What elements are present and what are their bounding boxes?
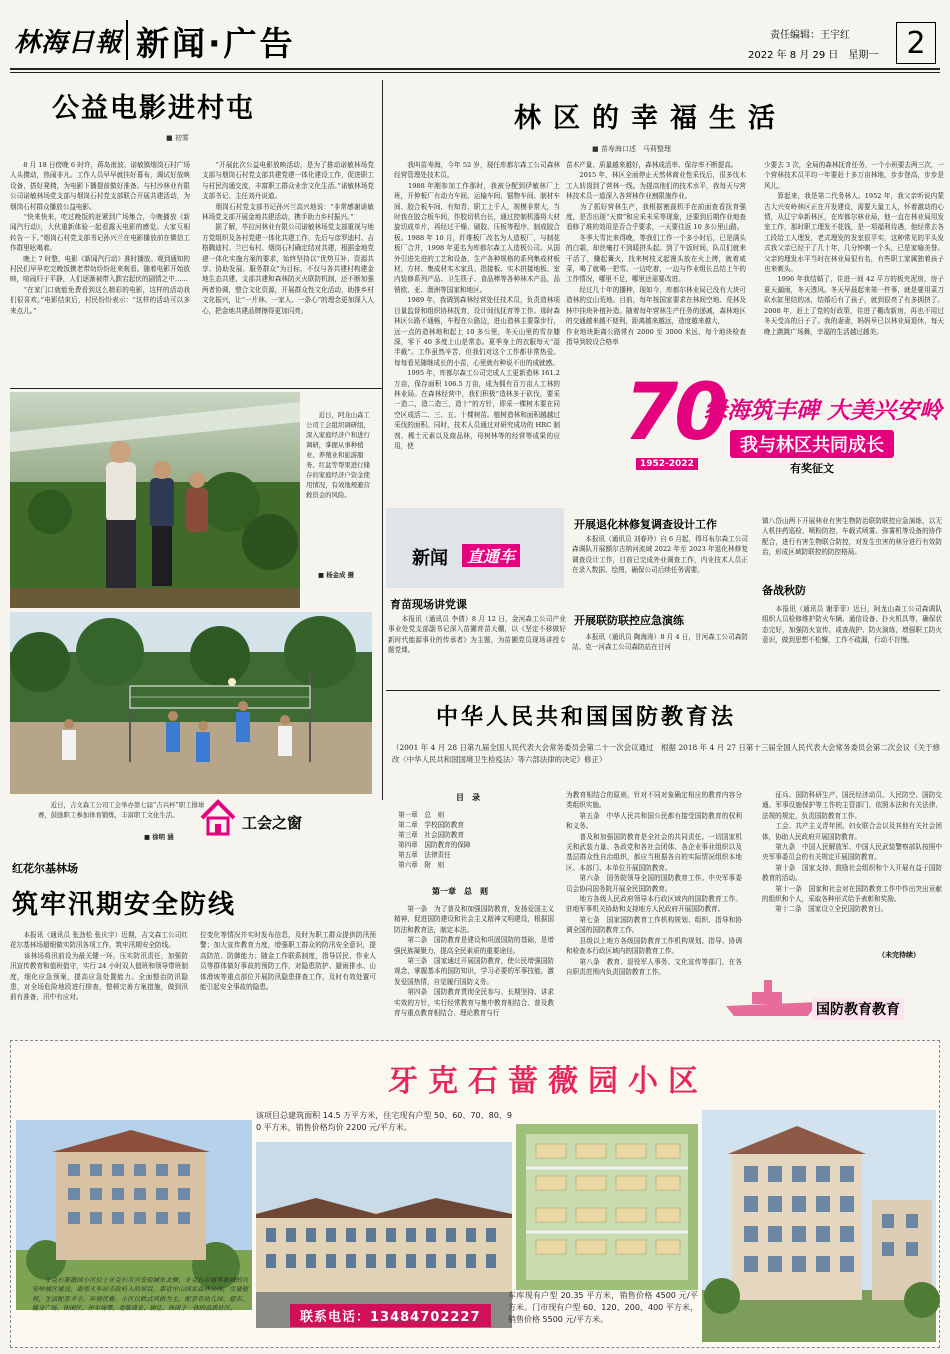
section-rule: [10, 388, 382, 389]
banner-tag: 有奖征文: [790, 462, 834, 475]
warship-icon: [722, 972, 822, 1022]
article-column: 本报讯（通讯员 张劲松 张庆宇）近期，吉文森工公司红花尔基林场超细做实防汛各项工作，筑牢汛期安全防线。 该林场将汛前设为最关键一环，压实防汛责任，加强防汛宣传教育和值班值守，实行 24 小时双人值班和领导带班制度，细化应急预案，提高应急处置能力。全面整治防汛隐患，对全场危险地段进行排查，整顿完善方案措施，做到汛前有准备，汛中有应对。: [10, 931, 188, 1002]
photo-volleyball-image: [10, 612, 372, 794]
news-item-body: 本报讯（通讯员 刘春玲）自 6 月起，得耳布尔森工公司森调队开展额尔古纳河流域 2022 年至 2023 年退化林修复调查设计工作，目前已完成外业调查工作，内业技术人员正在录入数据、绘图，确保公司后续任务需要。: [572, 535, 748, 575]
law-intro: （2001 年 4 月 28 日第九届全国人民代表大会常务委员会第二十一次会议通过 根据 2018 年 4 月 27 日第十三届全国人民代表大会常务委员会第二次会议《关于修改〈中华人民共和国国境卫生检疫法〉等六部法律的决定》修正）: [392, 743, 940, 764]
ad-title: 牙克石蔷薇园小区: [388, 1064, 708, 1099]
photo-volleyball: [10, 612, 372, 794]
toc-item: 第二章 学校国防教育: [398, 821, 464, 829]
anniversary-banner: [616, 370, 946, 510]
masthead-logo: 林海日報: [14, 28, 123, 58]
photo-caption: 近日，吉文森工公司工会举办第七届“吉兴杯”职工排球赛，鼓励职工参加体育锻炼，丰富职工文化生活。: [38, 801, 205, 819]
toc-list: [398, 810, 548, 880]
union-window-tag: [196, 796, 336, 840]
masthead: [0, 0, 950, 78]
ad-info: 车库现有户型 20.35 平方米，销售价格 4500 元/平方米。门市现有户型 60、120、200、400 平方米，销售价格 5500 元/平方米。: [508, 1291, 698, 1324]
news-item-title: 开展退化林修复调查设计工作: [574, 518, 717, 531]
law-title: 中华人民共和国国防教育法: [436, 705, 737, 730]
news-item-body: 本报讯（通讯员 谢菲菲）近日，阿龙山森工公司森调队组织人员检修维护防火车辆、通信设备、扑火机具等，确保状态完好，加强防火宣传，成查战护、防火演练，增强职工防火意识，做到思想不松懈，工作不疏漏，行动不盲慢。: [762, 605, 942, 645]
column-rule: [382, 80, 383, 800]
article-column: 8 月 18 日傍晚 6 时许，蒋岛南波、诺敏镇烟岗石村广场人头攒动，热闹非凡。工作人员早早就挂好幕布，调试好放映设备，搭好凳椅，为电影下播提前做好准备。与村沙林业有限公司诺敏林场党支部与烟岗石村党支部联合开展共建活动，为烟岗石村群众播放公益电影。 “快来快来，吃过晚饭的赶紧到广场集合，今晚播放《新闻汽行动》，大伙重新体验一起看露天电影的感觉。大家互相转告一下。”烟岗石村党支部书记孙兴兰在电影播放前在微信工作群里吆喝着。 晚上 7 时整，电影《新闻汽行动》准时播放。观到通知的村民们早早吃完晚饭携老带幼纷纷赶来观看。随着电影开始放映，喧闹归于平静，人们逐渐被带入跌宕起伏的剧情之中…… “在家门口就能免费看到这么精彩的电影，这样的活动我们很喜欢。”电影结束后，村民纷纷表示：“这样的活动可以多来点儿。”: [10, 161, 190, 315]
editor: 责任编辑：王宇红: [770, 30, 850, 41]
news-item-title: 备战秋防: [762, 584, 806, 597]
ad-street-render: [256, 1142, 512, 1328]
section-rule: [386, 690, 940, 691]
photo-credit: ■ 徐明 涵: [144, 833, 174, 841]
chapter-heading: 第一章 总 则: [432, 887, 488, 896]
law-column: 第一条 为了普及和加强国防教育，发扬爱国主义精神，促进国防建设和社会主义精神文明建设，根据国防法和教育法，制定本法。 第二条 国防教育是建设和巩固国防的基础，是增强民族凝聚力，提高全民素质的重要途径。 第三条 国家通过开展国防教育，使公民增强国防观念，掌握基本的国防知识，学习必要的军事技能，激发爱国热情，自觉履行国防义务。 第四条 国防教育贯彻全民参与、长期坚持、讲求实效的方针，实行经常教育与集中教育相结合、普及教育与重点教育相结合、理论教育与行: [394, 905, 554, 1018]
header-rule: [10, 68, 940, 70]
article-column: 位变化等情况并实时发布信息，及时为职工群众提供防汛预警；加大宣传教育力度，增强职工群众的防汛安全意识，提高防范、防御能力；随金工作联系制度，指导居民、作业人员等群体做好事故的预防工作，对隐患防护、避雨排水、山体滑坡等重点部位开展防汛隐患排查工作，及时有效处置可能引起安全事故的隐患。: [200, 931, 376, 992]
page-number: 2: [896, 22, 936, 64]
byline: ■ 初雾: [166, 134, 189, 142]
ad-phone: 联系电话：13484702227: [290, 1304, 491, 1327]
union-window-label: 工会之窗: [242, 814, 303, 832]
ad-description: 牙克石蔷薇园小区位于牙克石市兴安街城东北侧，牙克石市城零新城的兴安岭城区建设，南邻火车站市政府入的项目，靠近中山国家森林公园，交通便利，生活配套齐全，环境优雅。小区以欧式风格为主，配套有幼儿园、超市、健身广场、休闲区、停车场等，是集商业、居住、休闲于一体的品质社区。: [32, 1277, 248, 1313]
news-item-body: 本报讯（通讯员 李倩）8 月 12 日，金河森工公司产业事业处党支部副书记深入苗圃育苗大棚，以《坚定不移做好新时代能源事业的传承者》为主题，为苗圃党员现场讲授专题党课。: [388, 615, 566, 655]
article-title: 林区的幸福生活: [514, 103, 787, 134]
banner-subtitle: 我与林区共同成长: [730, 430, 894, 458]
photo-caption: 近日，阿龙山森工公司工会组织调研组，深入家庭经济户和进行调研，掌握从事种植业、养殖业和旅游服务、红盆等帮果进行储存的家庭经济户资金使用情况，有效地规避营救资金的风险。: [306, 411, 370, 499]
photo-credit: ■ 杨金成 摄: [318, 571, 355, 579]
to-be-continued: （未完待续）: [878, 951, 920, 959]
photo-greenhouse-image: [10, 392, 300, 608]
article-column: 苗木产量、质量越来越好，森林成活率、保存率不断提高。 2015 年，林区全面停止天然林商业性采伐后，很多伐木工人转岗到了营林一线。为提高他们的技术水平，我每天与营林技术员一道深入各营林作业割限施作业。 为了抓好营林生产，我根据割裁机手在前面查看抚育强度，是否出现“天窗”和应采未采等现象，还要到后期作业地查看修了堆的效用是否合乎要求，一天要往返 10 多公里山路。 冬季大雪比来得晚，等我们工作一个多小时后，已是满头的白霜，却丝毫打不到暖拼头起。到了午饭时间，队员们就来干活了，赚起篝火，找来树枝叉起馒头放在火上烤，就着咸菜，喝了就喝一把雪。一边吃着，一边与作业组长总结上午的工作情况，哪里不足，哪里还需要改进。 经过几十年的播种，现如今，库都尔林业局已没有大块可造林的宜山荒地。目前，每年按国家要求在林间空地、荒林及林中挂块补植补造。随着每年营林生产任务的递减，森林地区的交通越来越不便利，距离越来越远，造度越来越大， 作业地块距离公路常有 2000 至 3000 米远，每个地块检查指导到较设合格率: [566, 161, 746, 346]
law-column: 为教育相结合的原则，针对不同对象确定相应的教育内容分类组织实施。 第五条 中华人民共和国公民都有接受国防教育的权利和义务。 普及和加强国防教育是全社会的共同责任。一切国家机关和武装力量、各政党和各社会团体、各企业事业组织以及基层群众性自治组织，都应当根据各自的实际情况组织本地区、本部门、本单位开展国防教育。 第六条 国务院领导全国的国防教育工作。中央军事委员会协同国务院开展全民国防教育。 地方各级人民政府领导本行政区域内的国防教育工作。驻地军事机关协助和支持地方人民政府开展国防教育。 第七条 国家国防教育工作机构规划、组织、指导和协调全国的国防教育工作。 县级以上地方各级国防教育工作机构规划、指导、协调和检查本行政区域内的国防教育工作。 第八条 教育、退役军人事务、文化宣传等部门，在各自职责范围内负责国防教育工作。: [566, 791, 742, 976]
ad-street-image: [256, 1142, 512, 1328]
date: 2022 年 8 月 29 日 星期一: [748, 50, 879, 61]
news-item-title: 育苗现场讲党课: [390, 598, 467, 611]
sub-label: 红花尔基林场: [12, 862, 78, 875]
toc-title: 目 录: [456, 793, 480, 802]
banner-years: 1952-2022: [636, 458, 698, 470]
news-direct-logo-2: 直通车: [462, 544, 520, 567]
toc-item: 第六章 附 则: [398, 861, 445, 869]
byline: ■ 苗寿海口述 马莉整理: [592, 145, 671, 153]
news-item-body: 本报讯（通讯员 陶海涛）8 月 4 日，甘河森工公司森防站、克一河森工公司森防站在甘河: [572, 633, 748, 652]
defense-tag-label: 国防教育教育: [812, 998, 904, 1020]
news-direct-box: [386, 508, 566, 658]
ad-tower-image: [702, 1110, 936, 1342]
banner-title: 绿海筑丰碑 大美兴安岭: [704, 398, 943, 424]
ad-siteplan: [516, 1124, 698, 1290]
section-title: 新闻·广告: [136, 24, 296, 63]
article-column: “开展此次公益电影放映活动，是为了推动诺敏林场党支部与烟岗石村党支部共建党建一体化建设工作，促进职工与村民沟通交流，丰富职工群众业余文化生活。”诺敏林场党支部书记、主任刘丹说道。 烟岗石村党支部书记孙兴兰高兴地说：“非常感谢诺敏林场党支部开展金地共建活动，携手助力乡村振兴。” 据了解，毕拉河林业有限公司诺敏林场党支部重视与地方党组织及各村党建一体化共建工作，先后与彦罗迪村、吉格腾迪村、兰巴布村、烟岗石村确定结对共建，根据金地党建一体化实施方案的要求，始终坚持以“优势互补、资源共享、协助发展、服务群众”为目标，不仅与各共建村构建金地生态共建、支部共建和森林防灭火联防机制，还不断加强两者协调，整合文化资源，开展群众性文化活动，助推乡村文化振兴，让“一片林、一家人、一条心”的理念更加深入人心，把金地共建品牌擦得更加闪亮。: [202, 161, 374, 315]
article-title: 公益电影进村屯: [52, 93, 255, 124]
toc-item: 第三章 社会国防教育: [398, 831, 464, 839]
law-column: 征兵、国防科研生产、国民经济动员、人民防空、国防交通、军事设施保护等工作的主管部门，依照本法和有关法律、法规的规定，负责国防教育工作。 工会、共产主义青年团、妇女联合会以及其他有关社会团体，协助人民政府开展国防教育。 第九条 中国人民解放军、中国人民武装警察部队按照中央军事委员会的有关规定开展国防教育。 第十条 国家支持、鼓励社会组织和个人开展有益于国防教育的活动。 第十一条 国家和社会对在国防教育工作中作出突出贡献的组织和个人，采取各种形式给予表彰和奖励。 第十二条 国家设立全民国防教育日。: [762, 791, 942, 914]
ad-info: 该项目总建筑面积 14.5 万平方米，住宅现有户型 50、60、70、80、90 平方米，销售价格均价 2200 元/平方米。: [256, 1111, 512, 1132]
masthead-divider: [126, 20, 128, 60]
toc-item: 第一章 总 则: [398, 811, 445, 819]
news-direct-logo: 新闻: [412, 548, 448, 569]
defense-tag: [722, 972, 942, 1024]
photo-greenhouse: [10, 392, 300, 608]
toc-item: 第四章 国防教育的保障: [398, 841, 471, 849]
banner-70: 70: [624, 368, 725, 458]
news-item-body: 镇八岱山两下开展林业有害生物防治联防联控应急演练，以无人机挂药巡检、喷粉防控、车载式喷雾、弥雾机等设备的协作配合，进行有害生物联合防控，对发生虫害的林分进行有效防治，形成区域防联控的防控格局。: [762, 517, 942, 557]
house-icon: [198, 798, 238, 838]
toc-item: 第五章 法律责任: [398, 851, 451, 859]
article-column: 少要去 3 次，全局的森林抚育任务，一个小班要去两三次，一个营林技术员平均一年要赶十多万亩林地，步步登高，步步是风儿。 算起来，我是第二代务林人。1952 年，我父亲听说内蒙古大兴安岭林区正在开发建设，需要大量工人，怀着激动的心情，从辽宁阜新林区，在库都尔林业局，他一直在林业局用发室工作，那时职工理发不花钱，是一项福利待遇，他经常去各工段给工人理发，老式理发的发室很平实，这种常见的平头发式我父亲已经干了几十年，几分钟剃一个头，已是家喻美誉。父亲的理发水平当时在林业局很有名，有些职工家属独着孩子也来剃头。 1996 年我结婚了，住进一间 42 平方的板夹泥房，房子夏天漏雨，冬天透风。冬天早晨起来第一件事，就是要用菜刀砍水缸里结的冰，结婚后有了孩子，就到很亮了有多拥挤了。2008 年，赶上了党的好政策，住进了棚改新房，再也不用过冬天受冻的日子了。我的妻妻，妈妈早已以林业局退休，每天晚上跳跳广场舞，幸福的生活越过越美。: [764, 161, 944, 336]
header-rule-thin: [10, 72, 940, 73]
article-column: 我叫苗寿海，今年 52 岁，现任库都尔森工公司森林经营管理处技术员。 1988 年刚参加工作那时，我被分配到伊敏林厂上班，开伸板厂有动力车间、运输车间、锯物车间、制材车间、胶合板车间、有知青、职工上千人，规模非常大，当时我在胶合板车间，作胶切机台长，通过控制机器将大材旋切成单片，再经过干燥、刷胶、压板等程序，制成胶合板。1988 年 10 月，纤维板厂改名为人造板厂，与制花板厂合并，1998 年更名为库都尔森工人造板公司。从国外引进先进的工艺和设备，生产各种规格的系列集成材板材，方材、集成材实木家具、指接板、实木拼接地板、室内装修系列产品、卫生筷子、食品棒等各种林木产品，品销欧、亚、澳洲等国家和地区。 1989 年，我调到森林经营处任技术员，负责造林项目量监督和组织协林抚育，设计间伐抚育等工作。那时森林区公路不通畅，车程在公路边，进山造林主要靠步行，远一点的造林地和起上 10 多公里，冬天山里的雪存膝深，零下 40 多度上山是常态。夏季身上的衣服每天“湿半截”。工作虽然辛苦，但我们对这个工作都非常热爱。每每看见随继成长的小苗，心里就有种说不出的成就感。 1995 年，库都尔森工公司完成人工更新造林 161.2 万亩，保存面积 106.5 万亩，成为拥有百万亩人工林的林业局。在森林经营中，我们积极“造林多于砍伐，要采一造二，造二造三，造十”的方针，即采一棵树木要在同空区成活二、三、五、十棵树苗。植树造林和面积越越过采伐的面积。同时，技术人员通过对研究成功的 HRC 制剂、稀土元素以及商品林，母树林等的经营等成果的应用，使: [394, 161, 560, 450]
article-title: 筑牢汛期安全防线: [12, 890, 237, 920]
ad-tower-render: [702, 1110, 936, 1342]
ad-siteplan-image: [516, 1124, 698, 1290]
news-item-title: 开展联防联控应急演练: [574, 614, 684, 627]
